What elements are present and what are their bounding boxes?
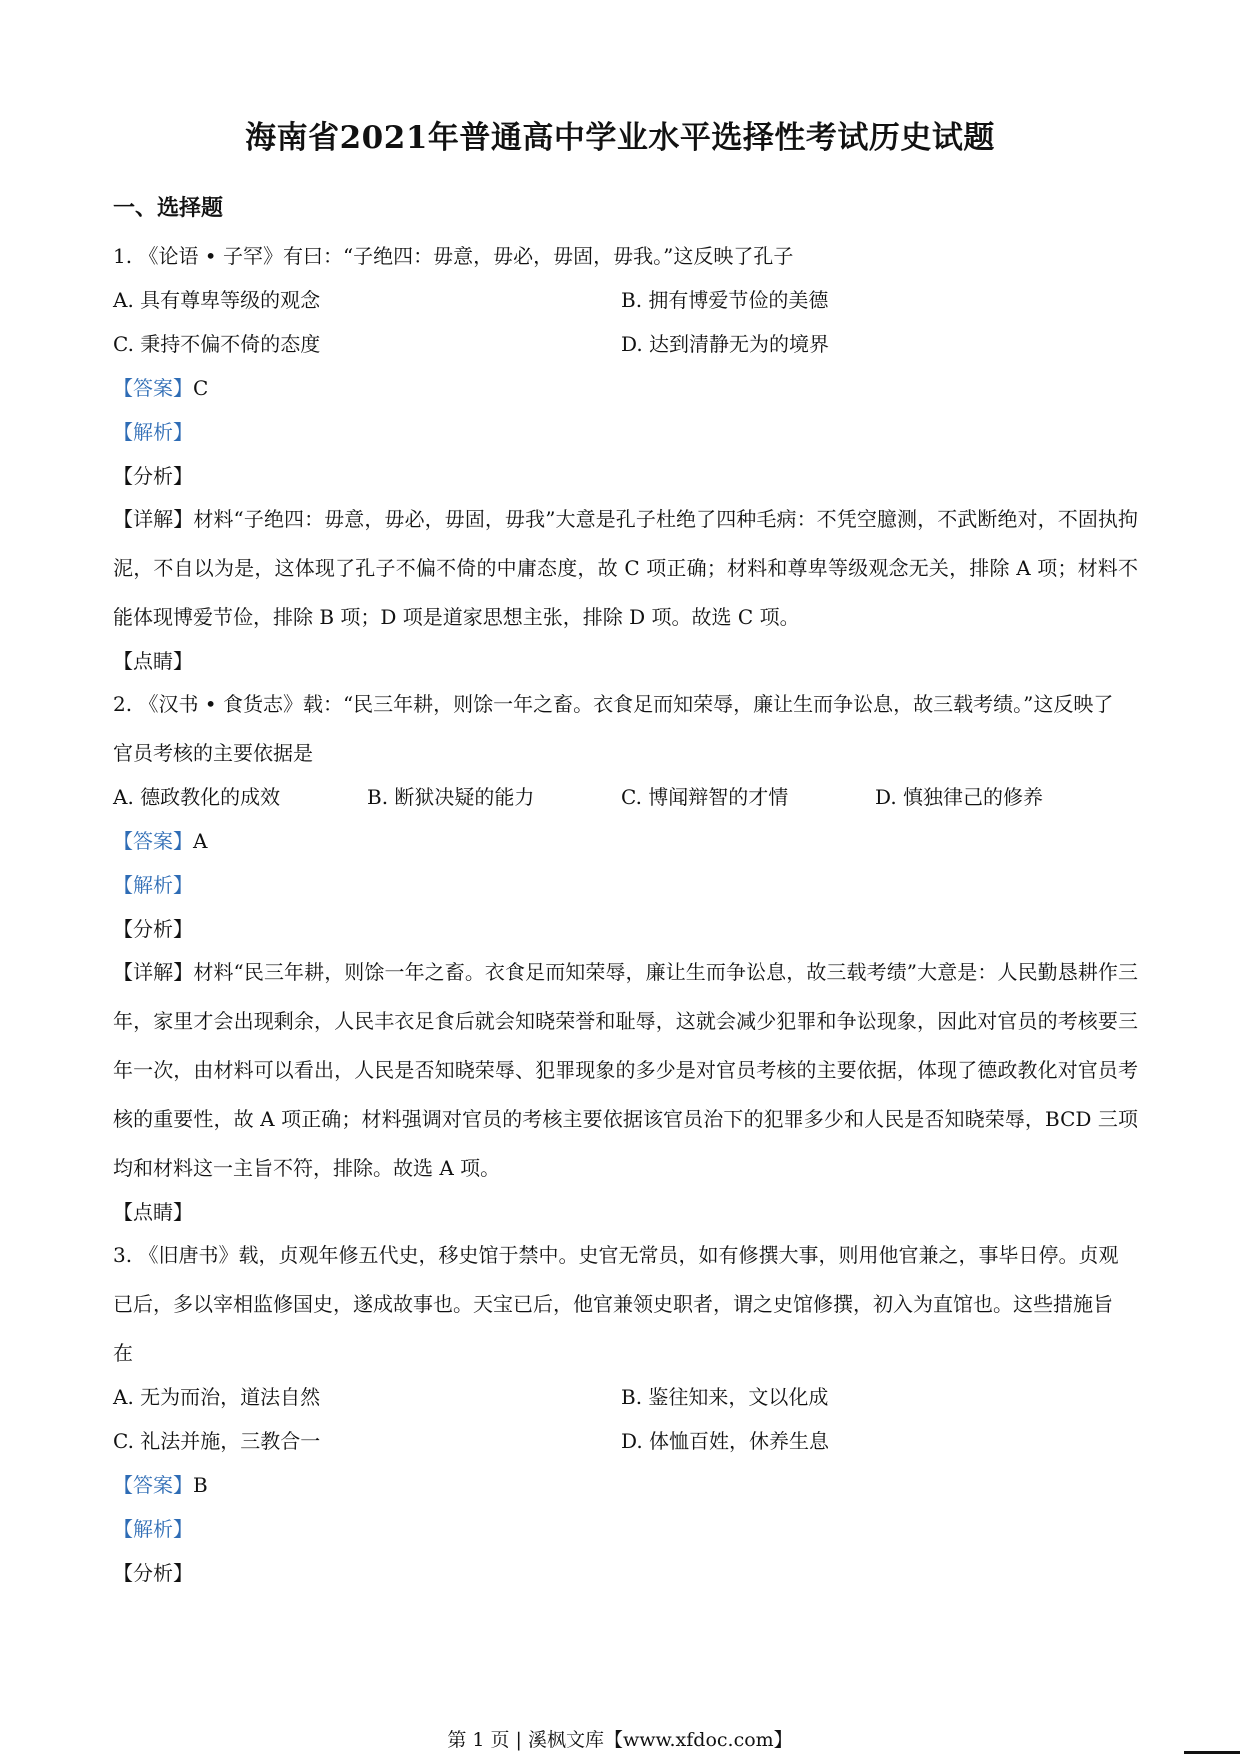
question-3-answer — [113, 1472, 1143, 1498]
question-2-stem: 2. 《汉书 • 食货志》载：“民三年耕，则馀一年之畜。衣食足而知荣辱，廉让生而争讼息，故三载考绩。”这反映了官员考核的主要依据是 — [113, 692, 1114, 765]
question-2-dianjing-label: 【点睛】 — [113, 1200, 193, 1224]
question-1-answer-value: C — [193, 376, 209, 400]
answer-label: 【答案】 — [113, 829, 193, 853]
question-1-option-d: D. 达到清静无为的境界 — [621, 332, 830, 356]
answer-label: 【答案】 — [113, 1473, 193, 1497]
question-1-stem: 1. 《论语 • 子罕》有曰：“子绝四：毋意，毋必，毋固，毋我。”这反映了孔子 — [113, 244, 794, 268]
question-3-option-a: A. 无为而治，道法自然 — [113, 1385, 321, 1409]
question-2-option-a: A. 德政教化的成效 — [113, 785, 281, 809]
question-1-dianjing-label: 【点睛】 — [113, 649, 193, 673]
question-1-options-row-1 — [113, 287, 1143, 313]
question-1-answer — [113, 375, 1143, 401]
question-2-option-b: B. 断狱决疑的能力 — [367, 785, 535, 809]
page-footer: 第 1 页 | 溪枫文库【www.xfdoc.com】 — [447, 1729, 793, 1751]
question-3-stem: 3. 《旧唐书》载，贞观年修五代史，移史馆于禁中。史官无常员，如有修撰大事，则用他官兼之，事毕日停。贞观已后，多以宰相监修国史，遂成故事也。天宝已后，他官兼领史职者，谓之史馆修撰，初入为直馆也。这些措施旨在 — [113, 1243, 1119, 1365]
question-3-option-b: B. 鉴往知来，文以化成 — [621, 1385, 829, 1409]
question-3-answer-value: B — [193, 1473, 208, 1497]
question-2-answer — [113, 828, 1143, 854]
question-1-detail-text: 材料“子绝四：毋意，毋必，毋固，毋我”大意是孔子杜绝了四种毛病：不凭空臆测，不武断绝对，不固执拘泥，不自以为是，这体现了孔子不偏不倚的中庸态度，故 C 项正确；材料和尊卑等级观念无关，排除 A 项；材料不能体现博爱节俭，排除 B 项；D 项是道家思想主张，排除 D 项。故选 C 项。 — [113, 507, 1138, 629]
question-2-detail — [113, 948, 1138, 1193]
page-title: 海南省2021年普通高中学业水平选择性考试历史试题 — [245, 120, 995, 156]
question-1-option-c: C. 秉持不偏不倚的态度 — [113, 332, 321, 356]
question-3-analysis-label: 【解析】 — [113, 1517, 193, 1541]
question-3-option-c: C. 礼法并施，三教合一 — [113, 1429, 321, 1453]
question-2-option-c: C. 博闻辩智的才情 — [621, 785, 789, 809]
question-1-option-b: B. 拥有博爱节俭的美德 — [621, 288, 829, 312]
question-3-options-row-1 — [113, 1384, 1143, 1410]
answer-label: 【答案】 — [113, 376, 193, 400]
section-heading: 一、选择题 — [113, 195, 224, 221]
question-1-analysis-label: 【解析】 — [113, 420, 193, 444]
question-2-analysis-label: 【解析】 — [113, 873, 193, 897]
question-1-option-a: A. 具有尊卑等级的观念 — [113, 288, 321, 312]
document-page — [113, 112, 1143, 1604]
question-1-detail — [113, 495, 1138, 642]
question-2-fenxi-label: 【分析】 — [113, 917, 193, 941]
question-2-option-d: D. 慎独律己的修养 — [875, 785, 1044, 809]
question-3-fenxi-label: 【分析】 — [113, 1561, 193, 1585]
question-2-options-row — [113, 784, 1143, 810]
question-3-option-d: D. 体恤百姓，休养生息 — [621, 1429, 830, 1453]
question-2-detail-text: 材料“民三年耕，则馀一年之畜。衣食足而知荣辱，廉让生而争讼息，故三载考绩”大意是：人民勤恳耕作三年，家里才会出现剩余，人民丰衣足食后就会知晓荣誉和耻辱，这就会减少犯罪和争讼现象，因此对官员的考核要三年一次，由材料可以看出，人民是否知晓荣辱、犯罪现象的多少是对官员考核的主要依据，体现了德政教化对官员考核的重要性，故 A 项正确；材料强调对官员的考核主要依据该官员治下的犯罪多少和人民是否知晓荣辱，BCD 三项均和材料这一主旨不符，排除。故选 A 项。 — [113, 960, 1138, 1180]
question-1-options-row-2 — [113, 331, 1143, 357]
question-3-options-row-2 — [113, 1428, 1143, 1454]
xiangjie-label: 【详解】 — [113, 507, 194, 531]
xiangjie-label: 【详解】 — [113, 960, 194, 984]
question-1-fenxi-label: 【分析】 — [113, 464, 193, 488]
question-2-answer-value: A — [193, 829, 208, 853]
